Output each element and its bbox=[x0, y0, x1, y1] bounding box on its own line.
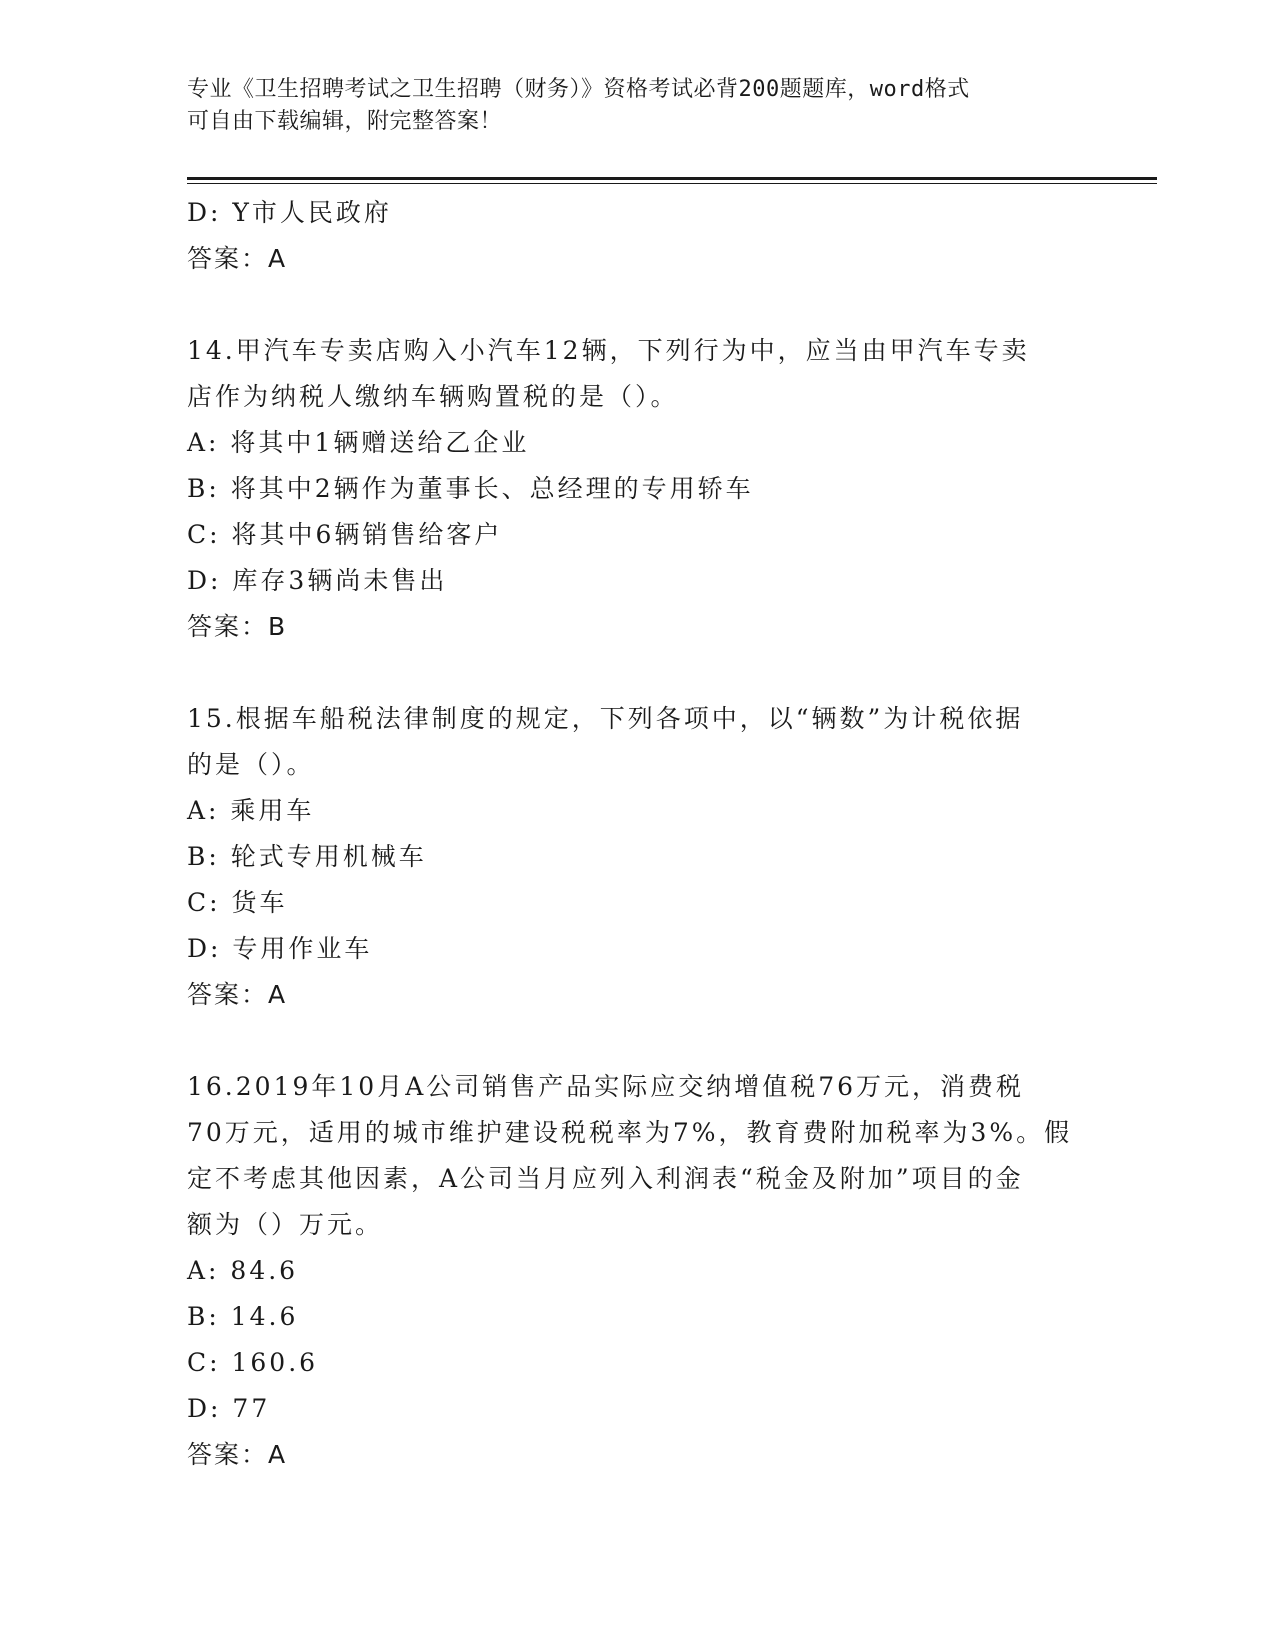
question-stem-line: 定不考虑其他因素，A公司当月应列入利润表“税金及附加”项目的金 bbox=[187, 1164, 1024, 1193]
answer-line: 答案：A bbox=[187, 1440, 288, 1469]
header-divider-thin bbox=[187, 183, 1157, 184]
question-14 bbox=[187, 328, 1087, 650]
spacer bbox=[187, 650, 1087, 696]
question-stem-line: 的是（）。 bbox=[187, 750, 315, 779]
header-title-line-1: 专业《卫生招聘考试之卫生招聘（财务）》资格考试必背200题题库，word格式 bbox=[187, 77, 970, 102]
option-b: B: 轮式专用机械车 bbox=[187, 842, 427, 871]
question-15 bbox=[187, 696, 1087, 1018]
option-b: B: 将其中2辆作为董事长、总经理的专用轿车 bbox=[187, 474, 754, 503]
option-a: A: 84.6 bbox=[187, 1256, 299, 1285]
question-stem-line: 店作为纳税人缴纳车辆购置税的是（）。 bbox=[187, 382, 679, 411]
spacer bbox=[187, 1018, 1087, 1064]
header-title-line-2: 可自由下载编辑，附完整答案！ bbox=[187, 109, 503, 134]
question-stem-line: 额为（）万元。 bbox=[187, 1210, 384, 1239]
question-stem-line: 14.甲汽车专卖店购入小汽车12辆，下列行为中，应当由甲汽车专卖 bbox=[187, 336, 1030, 365]
answer-line: 答案：B bbox=[187, 612, 288, 641]
question-stem-line: 16.2019年10月A公司销售产品实际应交纳增值税76万元，消费税 bbox=[187, 1072, 1025, 1101]
option-d: D: 库存3辆尚未售出 bbox=[187, 566, 448, 595]
answer-line: 答案：A bbox=[187, 980, 288, 1009]
option-c: C: 货车 bbox=[187, 888, 288, 917]
option-a: A: 将其中1辆赠送给乙企业 bbox=[187, 428, 530, 457]
header-divider-thick bbox=[187, 177, 1157, 180]
option-d: D: 77 bbox=[187, 1394, 271, 1423]
option-d: D: 专用作业车 bbox=[187, 934, 373, 963]
option-b: B: 14.6 bbox=[187, 1302, 299, 1331]
option-a: A: 乘用车 bbox=[187, 796, 315, 825]
question-stem-line: 70万元，适用的城市维护建设税税率为7%，教育费附加税率为3%。假 bbox=[187, 1118, 1073, 1147]
document-header bbox=[187, 74, 1087, 138]
document-body bbox=[187, 190, 1087, 1478]
question-13-tail bbox=[187, 190, 1087, 282]
option-c: C: 将其中6辆销售给客户 bbox=[187, 520, 503, 549]
spacer bbox=[187, 282, 1087, 328]
option-d: D: Y市人民政府 bbox=[187, 198, 392, 227]
question-16 bbox=[187, 1064, 1087, 1478]
question-stem-line: 15.根据车船税法律制度的规定，下列各项中，以“辆数”为计税依据 bbox=[187, 704, 1024, 733]
option-c: C: 160.6 bbox=[187, 1348, 319, 1377]
answer-line: 答案：A bbox=[187, 244, 288, 273]
